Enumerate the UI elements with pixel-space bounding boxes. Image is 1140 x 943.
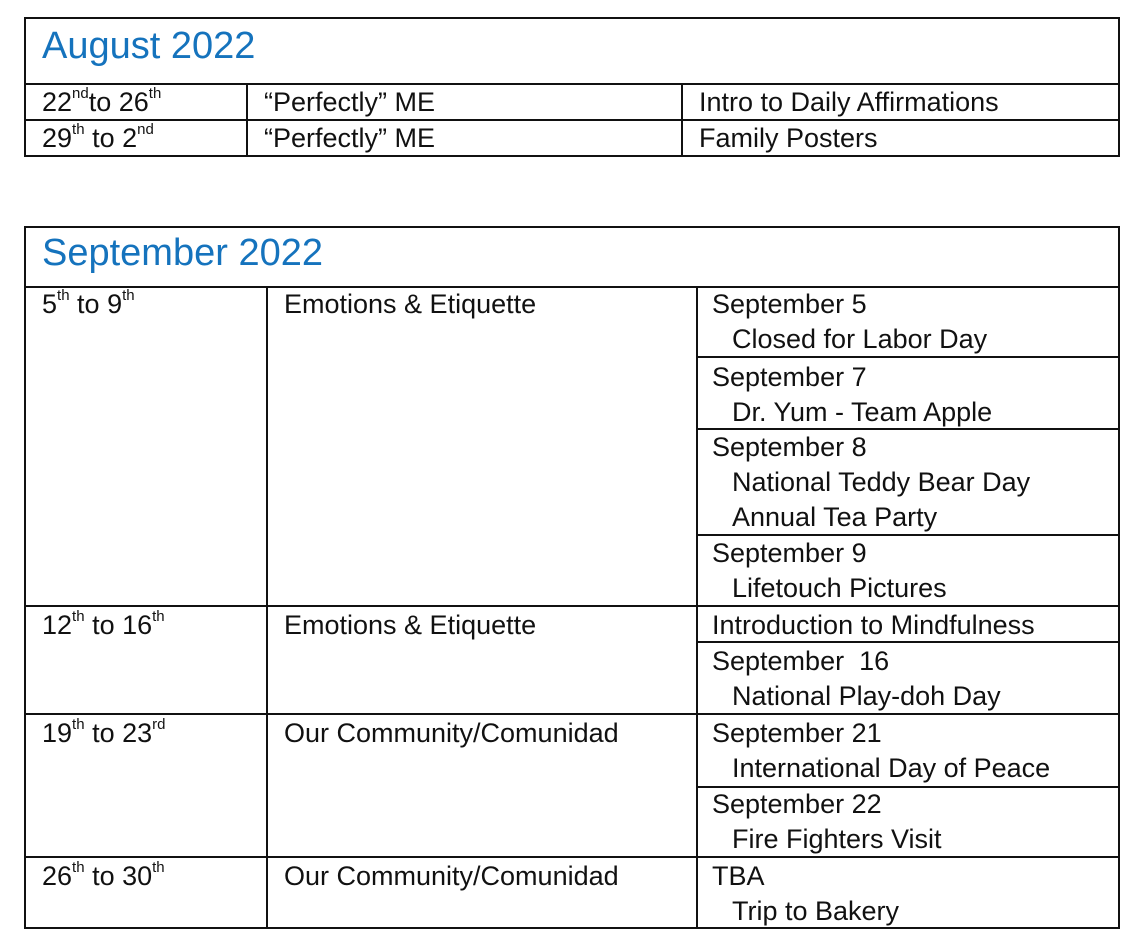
august-col-divider-1	[246, 83, 248, 155]
activity-sep-21	[712, 716, 1050, 786]
activity-sep-9	[712, 536, 947, 606]
activity-sep-8	[712, 430, 1030, 535]
september-row-3-week: 19th to 23rd	[42, 716, 166, 748]
activity-event: Lifetouch Pictures	[732, 573, 947, 603]
august-row-2-week: 29th to 2nd	[42, 121, 154, 153]
september-title	[26, 228, 1118, 288]
activity-date: September 21	[712, 718, 882, 748]
august-row-2-theme: “Perfectly” ME	[264, 123, 436, 153]
activity-tba	[712, 859, 899, 929]
september-row-4-theme: Our Community/Comunidad	[284, 861, 619, 891]
september-row-divider-1	[26, 605, 1118, 607]
august-title	[26, 19, 1118, 85]
activity-date: September 7	[712, 362, 867, 392]
activity-event: National Teddy Bear Day	[732, 467, 1031, 497]
activity-event: National Play-doh Day	[732, 681, 1001, 711]
september-table	[24, 226, 1120, 929]
september-row-2-theme: Emotions & Etiquette	[284, 610, 537, 640]
activity-date: September 22	[712, 789, 882, 819]
august-col-divider-2	[681, 83, 683, 155]
activity-date: September 16	[712, 646, 890, 676]
activity-event: Trip to Bakery	[732, 896, 900, 926]
august-table	[24, 17, 1120, 157]
activity-event: Annual Tea Party	[732, 502, 938, 532]
activity-sep-22	[712, 787, 942, 857]
activity-sep-7	[712, 360, 992, 430]
activity-date: September 5	[712, 289, 867, 319]
august-row-1-activity: Intro to Daily Affirmations	[699, 87, 999, 117]
september-row-4-week: 26th to 30th	[42, 859, 165, 891]
activity-event: Fire Fighters Visit	[732, 824, 942, 854]
september-title-text: September 2022	[42, 232, 323, 274]
activity-date: September 8	[712, 432, 867, 462]
activity-sep-16	[712, 644, 1001, 714]
september-row-2-week: 12th to 16th	[42, 608, 165, 640]
august-title-text: August 2022	[42, 25, 256, 67]
activity-event: International Day of Peace	[732, 753, 1051, 783]
activity-sep-5	[712, 287, 987, 357]
september-row-1-week: 5th to 9th	[42, 287, 135, 319]
activity-event: Closed for Labor Day	[732, 324, 988, 354]
august-row-2-activity: Family Posters	[699, 123, 878, 153]
activity-date: Introduction to Mindfulness	[712, 610, 1035, 640]
activity-date: TBA	[712, 861, 765, 891]
august-row-1-week: 22ndto 26th	[42, 85, 162, 117]
september-row-3-theme: Our Community/Comunidad	[284, 718, 619, 748]
august-row-1-theme: “Perfectly” ME	[264, 87, 436, 117]
activity-mindfulness	[712, 608, 1035, 643]
september-row-divider-3	[26, 856, 1118, 858]
activity-event: Dr. Yum - Team Apple	[732, 397, 993, 427]
september-row-1-theme: Emotions & Etiquette	[284, 289, 537, 319]
activity-date: September 9	[712, 538, 867, 568]
